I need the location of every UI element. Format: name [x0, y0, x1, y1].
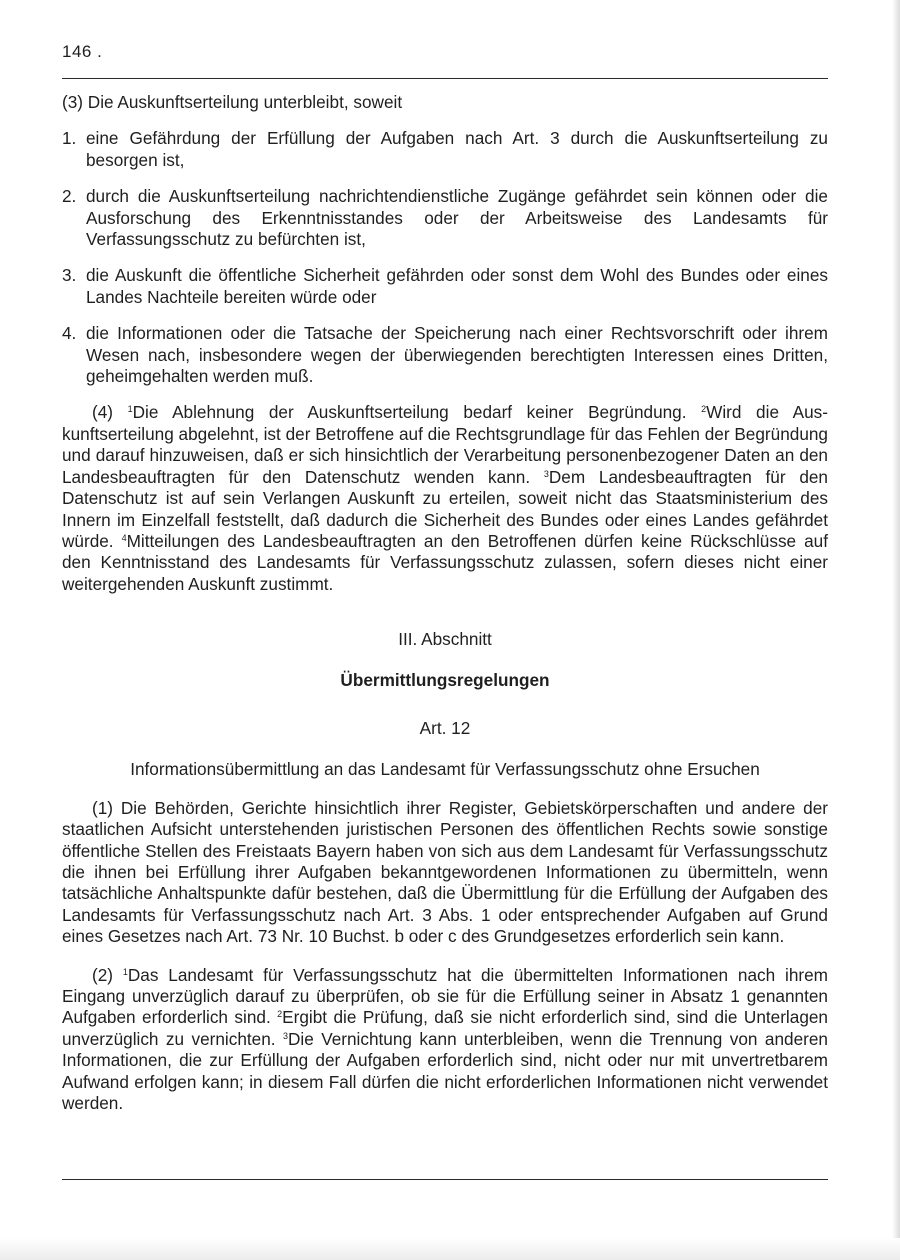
art12-para2-sentence-2: Ergibt die Prüfung, daß sie nicht erforderlich sind, sind die Unterlagen unverzüglich zu vernichten.: [62, 1007, 828, 1049]
para4: [62, 402, 828, 595]
para4-sentence-4: Mitteilungen des Landesbeauftragten an den Betroffenen dürfen keine Rückschlüsse auf den Kenntnisstand des Landesamts für Verfassungsschutz zulassen, sofern dieses nicht einer weitergehenden Auskunft zustimmt.: [62, 530, 828, 594]
art12-para2: [62, 965, 828, 1115]
para4-sentence-3: Dem Landesbeauftragten für den Datenschutz ist auf sein Verlangen Auskunft zu erteilen, soweit nicht das Staatsministerium des Innern im Einzelfall feststellt, daß dadurch die Sicherheit des Bundes oder eines Landes gefährdet würde.: [62, 466, 828, 551]
list-item: [62, 265, 828, 308]
art12-para2-sentence-3: Die Vernichtung kann unterbleiben, wenn die Trennung von anderen Informationen, die zur Erfüllung der Aufgaben erforderlich sind, nicht oder nur mit unvertretbarem Aufwand erfolgen kann; in diesem Fall dürfen die nicht erforderlichen Informationen nicht verwendet werden.: [62, 1028, 828, 1114]
art12-para1: (1) Die Behörden, Gerichte hinsichtlich ihrer Register, Gebietskörperschaften und andere der staatlichen Aufsicht unterstehenden juristischen Personen des öffentlichen Rechts sowie sonstige öffentliche Stellen des Freistaats Bayern haben von sich aus dem Landesamt für Verfassungsschutz die ihnen bei Erfüllung ihrer Aufgaben bekanntgewordenen Informationen zu übermitteln, wenn tatsächliche Anhaltspunkte dafür bestehen, daß die Übermittlung für die Erfüllung der Aufgaben des Landesamts für Verfassungsschutz nach Art. 3 Abs. 1 oder entsprechender Aufgaben auf Grund eines Gesetzes nach Art. 73 Nr. 10 Buchst. b oder c des Grundgesetzes erforderlich sein kann.: [62, 797, 828, 947]
list-item-number: 4.: [62, 323, 77, 344]
section-label: III. Abschnitt: [398, 629, 492, 650]
page-number: 146 .: [62, 42, 103, 61]
art12-para2-prefix: (2): [92, 964, 123, 985]
para4-sentence-2: Wird die Auskunftserteilung abgelehnt, ist der Betroffene auf die Rechtsgrundlage für das Fehlen der Begründung und darauf hinzuweisen, daß er sich hinsichtlich der Verarbeitung personenbezogener Daten an den Landesbeauftragten für den Datenschutz wenden kann.: [62, 402, 828, 487]
art12-para2-sentence-1: Das Landesamt für Verfassungsschutz hat die übermittelten Informationen nach ihrem Eingang unverzüglich darauf zu überprüfen, ob sie für die Erfüllung seiner in Absatz 1 genannten Aufgaben erforderlich sind.: [62, 964, 828, 1028]
list-item: [62, 323, 828, 387]
sentence-marker: 3: [543, 468, 549, 479]
list-item-text: die Informationen oder die Tatsache der Speicherung nach einer Rechtsvorschrift oder ihrem Wesen nach, insbesondere wegen der überwiegenden berechtigten Interessen eines Dritten, geheimgehalten werden muß.: [86, 323, 828, 387]
para3-list: [62, 128, 828, 387]
list-item-text: durch die Auskunftserteilung nachrichtendienstliche Zugänge gefährdet sein können oder die Ausforschung des Erkenntnisstandes oder der Arbeitsweise des Landesamts für Verfassungsschutz zu befürchten ist,: [86, 186, 828, 250]
para4-prefix: (4): [92, 402, 128, 423]
list-item-number: 1.: [62, 128, 77, 149]
header-rule: [62, 78, 828, 79]
scan-edge-bottom: [0, 1238, 900, 1260]
para4-sentence-1: Die Ablehnung der Auskunftserteilung bedarf keiner Begründung.: [132, 402, 702, 423]
scan-edge-right: [892, 0, 900, 1260]
section-title: Übermittlungsregelungen: [340, 669, 550, 690]
list-item-number: 2.: [62, 186, 77, 207]
article-label: Art. 12: [419, 717, 471, 738]
page-body: [62, 92, 828, 1114]
article-heading: Informationsübermittlung an das Landesamt für Verfassungsschutz ohne Ersuchen: [130, 759, 760, 780]
sentence-marker: 4: [121, 532, 127, 543]
sentence-marker: 2: [701, 404, 707, 415]
sentence-marker: 3: [282, 1030, 288, 1041]
list-item: [62, 128, 828, 171]
list-item-text: eine Gefährdung der Erfüllung der Aufgaben nach Art. 3 durch die Auskunftserteilung zu besorgen ist,: [86, 128, 828, 170]
sentence-marker: 1: [122, 966, 128, 977]
para3-intro: (3) Die Auskunftserteilung unterbleibt, soweit: [62, 92, 403, 112]
sentence-marker: 2: [277, 1009, 283, 1020]
list-item: [62, 186, 828, 250]
list-item-number: 3.: [62, 265, 77, 286]
footer-rule: [62, 1179, 828, 1180]
sentence-marker: 1: [127, 404, 133, 415]
list-item-text: die Auskunft die öffentliche Sicherheit gefährden oder sonst dem Wohl des Bundes oder eines Landes Nachteile bereiten würde oder: [86, 265, 828, 307]
